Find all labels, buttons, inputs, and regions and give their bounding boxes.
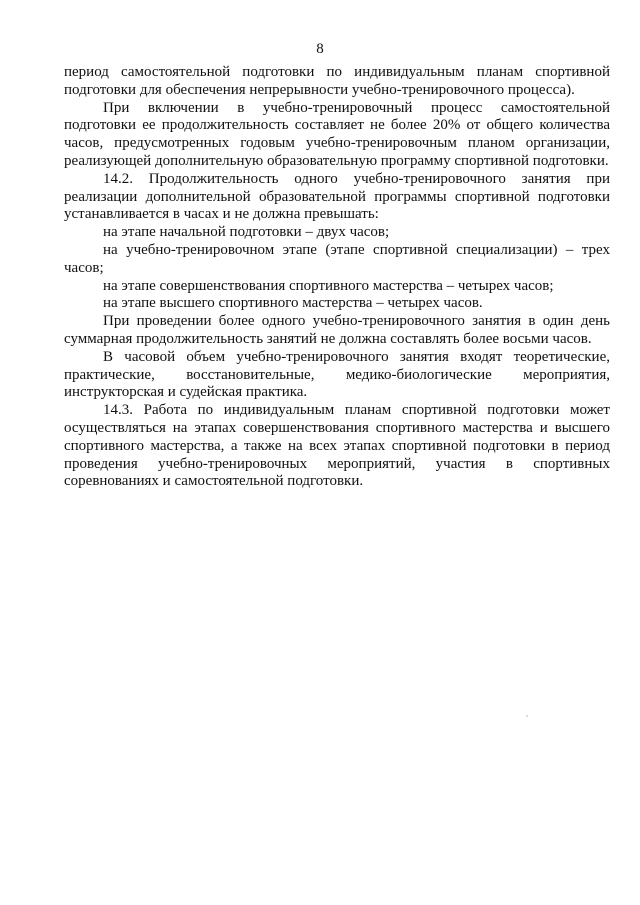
list-item-improvement-stage: на этапе совершенствования спортивного мастерства – четырех часов; [103, 277, 554, 294]
scan-speck [526, 715, 528, 717]
list-item-initial-stage: на этапе начальной подготовки – двух часов; [103, 224, 390, 241]
paragraph-14-3: 14.3. Работа по индивидуальным планам спортивной подготовки может осуществляться на этапах совершенствования спортивного мастерства и высшего спортивного мастерства, а также на всех этапах спортивной подготовки в период проведения учебно-тренировочных мероприятий, участия в спортивных соревнованиях и самостоятельной подготовки. [64, 402, 610, 490]
paragraph-daily-limit: При проведении более одного учебно-тренировочного занятия в один день суммарная продолжительность занятий не должна составлять более восьми часов. [64, 313, 610, 347]
list-item-training-stage: на учебно-тренировочном этапе (этапе спортивной специализации) – трех часов; [64, 241, 610, 276]
list-item-higher-mastery-stage: на этапе высшего спортивного мастерства – четырех часов. [103, 295, 483, 312]
paragraph-self-training-share: При включении в учебно-тренировочный процесс самостоятельной подготовки ее продолжительность составляет не более 20% от общего количества часов, предусмотренных годовым учебно-тренировочным планом организации, реализующей дополнительную образовательную программу спортивной подготовки. [64, 99, 610, 169]
paragraph-hour-volume: В часовой объем учебно-тренировочного занятия входят теоретические, практические, восстановительные, медико-биологические мероприятия, инструкторская и судейская практика. [64, 348, 610, 401]
page-number: 8 [316, 41, 324, 57]
document-body [64, 64, 610, 491]
paragraph-14-2: 14.2. Продолжительность одного учебно-тренировочного занятия при реализации дополнительной образовательной программы спортивной подготовки устанавливается в часах и не должна превышать: [64, 170, 610, 223]
paragraph-continuation: период самостоятельной подготовки по индивидуальным планам спортивной подготовки для обеспечения непрерывности учебно-тренировочного процесса). [64, 64, 610, 98]
